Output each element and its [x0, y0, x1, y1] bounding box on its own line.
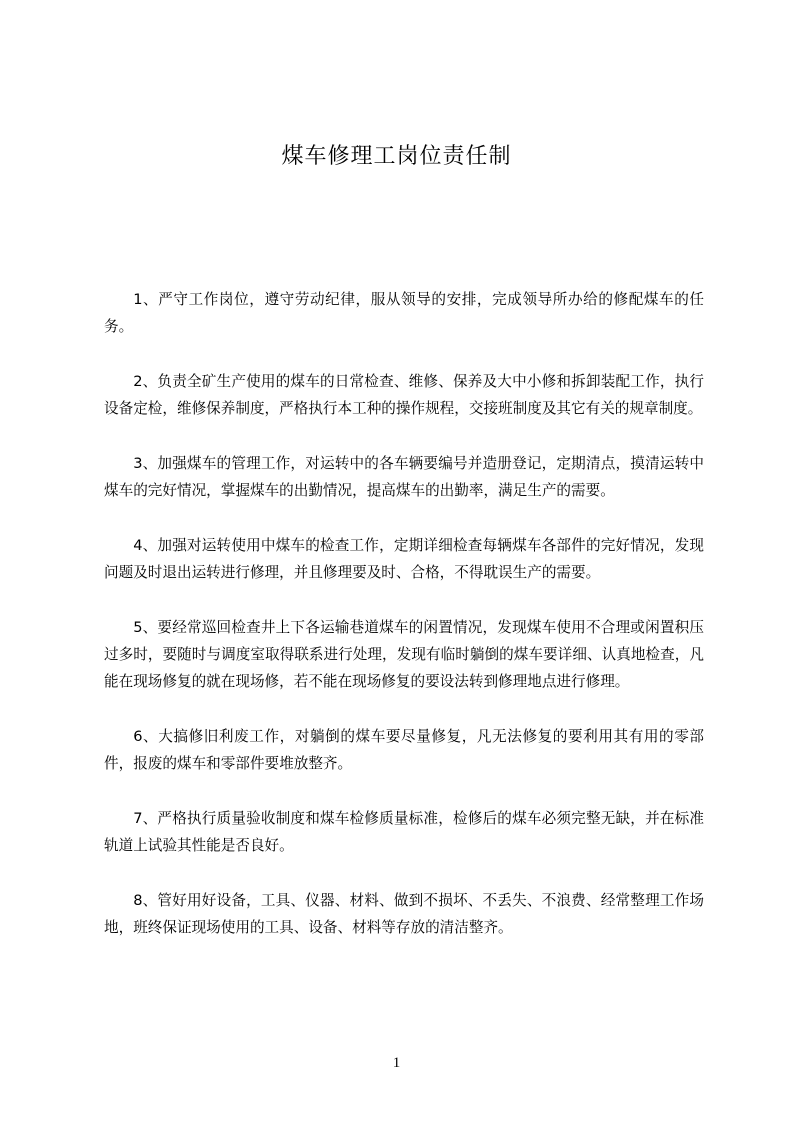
paragraph-8: 8、管好用好设备，工具、仪器、材料、做到不损坏、不丢失、不浪费、经常整理工作场地，班终保证现场使用的工具、设备、材料等存放的清洁整齐。 — [104, 892, 704, 936]
paragraph-2: 2、负责全矿生产使用的煤车的日常检查、维修、保养及大中小修和拆卸装配工作，执行设备定检，维修保养制度，严格执行本工种的操作规程，交接班制度及其它有关的规章制度。 — [104, 373, 704, 417]
page-title: 煤车修理工岗位责任制 — [281, 144, 512, 169]
page-number: 1 — [392, 1055, 401, 1071]
paragraph-7: 7、严格执行质量验收制度和煤车检修质量标准，检修后的煤车必须完整无缺，并在标准轨道上试验其性能是否良好。 — [104, 810, 704, 854]
paragraph-4: 4、加强对运转使用中煤车的检查工作，定期详细检查每辆煤车各部件的完好情况，发现问题及时退出运转进行修理，并且修理要及时、合格，不得耽误生产的需要。 — [104, 537, 704, 581]
paragraph-3: 3、加强煤车的管理工作，对运转中的各车辆要编号并造册登记，定期清点，摸清运转中煤车的完好情况，掌握煤车的出勤情况，提高煤车的出勤率，满足生产的需要。 — [104, 455, 704, 499]
document-body — [104, 286, 704, 969]
paragraph-6: 6、大搞修旧利废工作，对躺倒的煤车要尽量修复，凡无法修复的要利用其有用的零部件，报废的煤车和零部件要堆放整齐。 — [104, 728, 704, 772]
paragraph-5: 5、要经常巡回检查井上下各运输巷道煤车的闲置情况，发现煤车使用不合理或闲置积压过多时，要随时与调度室取得联系进行处理，发现有临时躺倒的煤车要详细、认真地检查，凡能在现场修复的就在现场修，若不能在现场修复的要设法转到修理地点进行修理。 — [104, 619, 704, 690]
paragraph-1: 1、严守工作岗位，遵守劳动纪律，服从领导的安排，完成领导所办给的修配煤车的任务。 — [104, 291, 704, 335]
